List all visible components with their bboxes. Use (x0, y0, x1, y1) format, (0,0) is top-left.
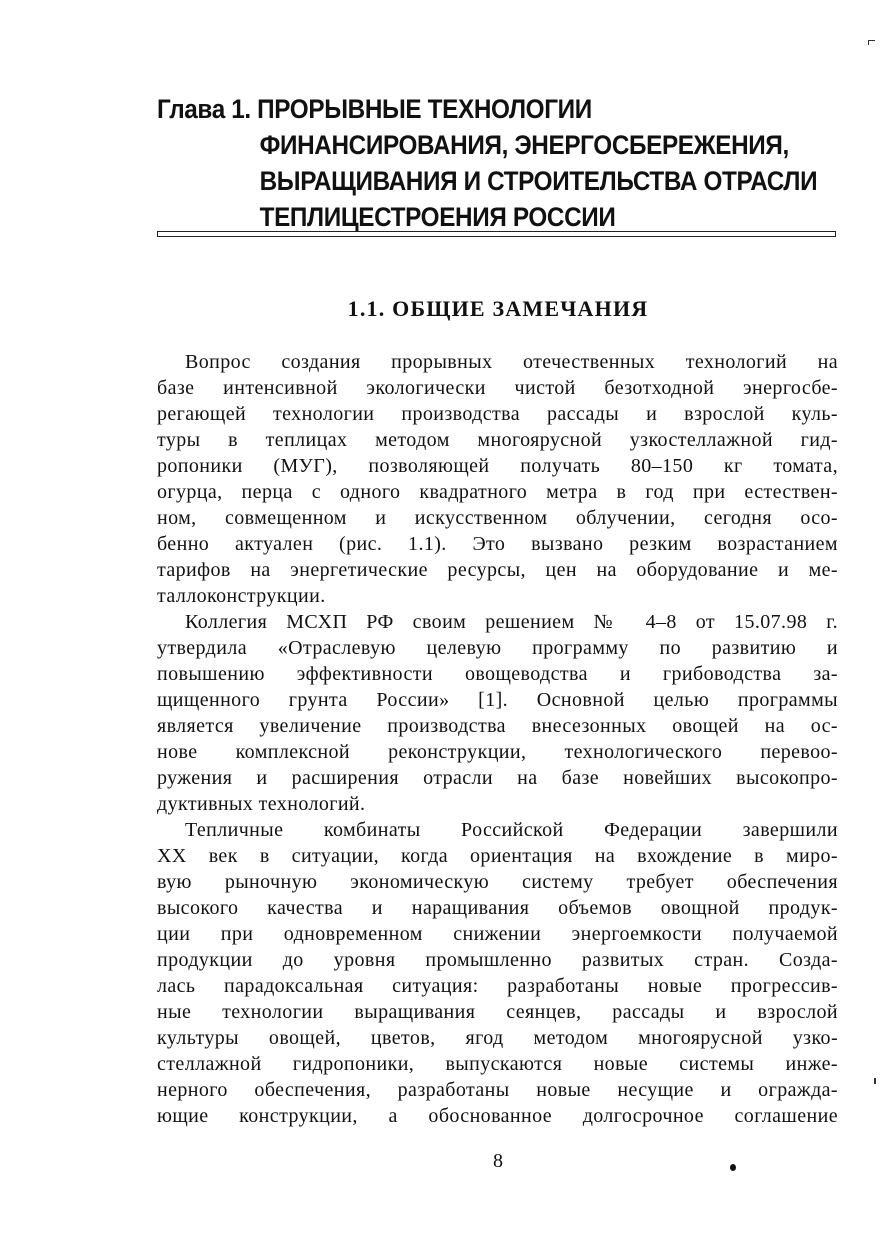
text-line: является увеличение производства внесезонных овощей на ос- (157, 715, 838, 737)
text-line: Коллегия МСХП РФ своим решением № 4–8 от 15.07.98 г. (185, 611, 838, 633)
text-line: тарифов на энергетические ресурсы, цен на оборудование и ме- (157, 559, 838, 581)
text-line: туры в теплицах методом многоярусной узкостеллажной гид- (157, 429, 838, 451)
text-line: нове комплексной реконструкции, технологического перевоо- (157, 741, 838, 763)
text-line: повышению эффективности овощеводства и грибоводства за- (157, 663, 838, 685)
text-line: лась парадоксальная ситуация: разработаны новые прогрессив- (157, 975, 838, 997)
paragraph (157, 349, 838, 609)
text-line: щищенного грунта России» [1]. Основной целью программы (157, 689, 838, 711)
text-line: нерного обеспечения, разработаны новые несущие и огражда- (157, 1079, 838, 1101)
body-text (157, 349, 838, 1129)
scan-speck (874, 1078, 876, 1084)
text-line: ции при одновременном снижении энергоемкости получаемой (157, 923, 838, 945)
text-line: Вопрос создания прорывных отечественных технологий на (185, 351, 838, 373)
text-line: продукции до уровня промышленно развитых стран. Создa- (157, 949, 838, 971)
text-line: бенно актуален (рис. 1.1). Это вызвано резким возрастанием (157, 533, 838, 555)
text-line: ружения и расширения отрасли на базе новейших высокопро- (157, 767, 838, 789)
text-line: утвердила «Отраслевую целевую программу по развитию и (157, 637, 838, 659)
text-line: регающей технологии производства рассады и взрослой куль- (157, 403, 838, 425)
chapter-heading-line: ВЫРАЩИВАНИЯ И СТРОИТЕЛЬСТВА ОТРАСЛИ (259, 166, 818, 196)
text-line: ном, совмещенном и искусственном облучении, сегодня осо- (157, 507, 838, 529)
text-line: таллоконструкции. (157, 585, 326, 607)
chapter-heading-rule (157, 231, 836, 237)
text-line: высокого качества и наращивания объемов овощной продук- (157, 897, 838, 919)
text-line: культуры овощей, цветов, ягод методом многоярусной узко- (157, 1027, 838, 1049)
chapter-heading-line: Глава 1. ПРОРЫВНЫЕ ТЕХНОЛОГИИ (157, 94, 592, 124)
text-line: вую рыночную экономическую систему требует обеспечения (157, 871, 838, 893)
section-title: 1.1. ОБЩИЕ ЗАМЕЧАНИЯ (347, 296, 649, 321)
text-line: стеллажной гидропоники, выпускаются новые системы инже- (157, 1053, 838, 1075)
text-line: огурца, перца с одного квадратного метра в год при естествен- (157, 481, 838, 503)
text-line: базе интенсивной экологически чистой безотходной энергосбе- (157, 377, 838, 399)
text-line: ные технологии выращивания сеянцев, рассады и взрослой (157, 1001, 838, 1023)
text-line: ющие конструкции, а обоснованное долгосрочное соглашение (157, 1105, 838, 1127)
text-line: XX век в ситуации, когда ориентация на вхождение в миро- (157, 845, 838, 867)
chapter-heading (157, 91, 818, 235)
paragraph (157, 817, 838, 1129)
text-line: Тепличные комбинаты Российской Федерации завершили (185, 819, 838, 841)
text-line: дуктивных технологий. (157, 793, 366, 815)
scan-corner-mark (868, 40, 875, 45)
chapter-heading-line: ФИНАНСИРОВАНИЯ, ЭНЕРГОСБЕРЕЖЕНИЯ, (259, 130, 789, 160)
chapter-heading-line: ТЕПЛИЦЕСТРОЕНИЯ РОССИИ (259, 202, 616, 232)
paragraph (157, 609, 838, 817)
page-number: 8 (493, 1150, 503, 1172)
text-line: ропоники (МУГ), позволяющей получать 80–150 кг томата, (157, 455, 838, 477)
scan-dot (730, 1164, 736, 1171)
